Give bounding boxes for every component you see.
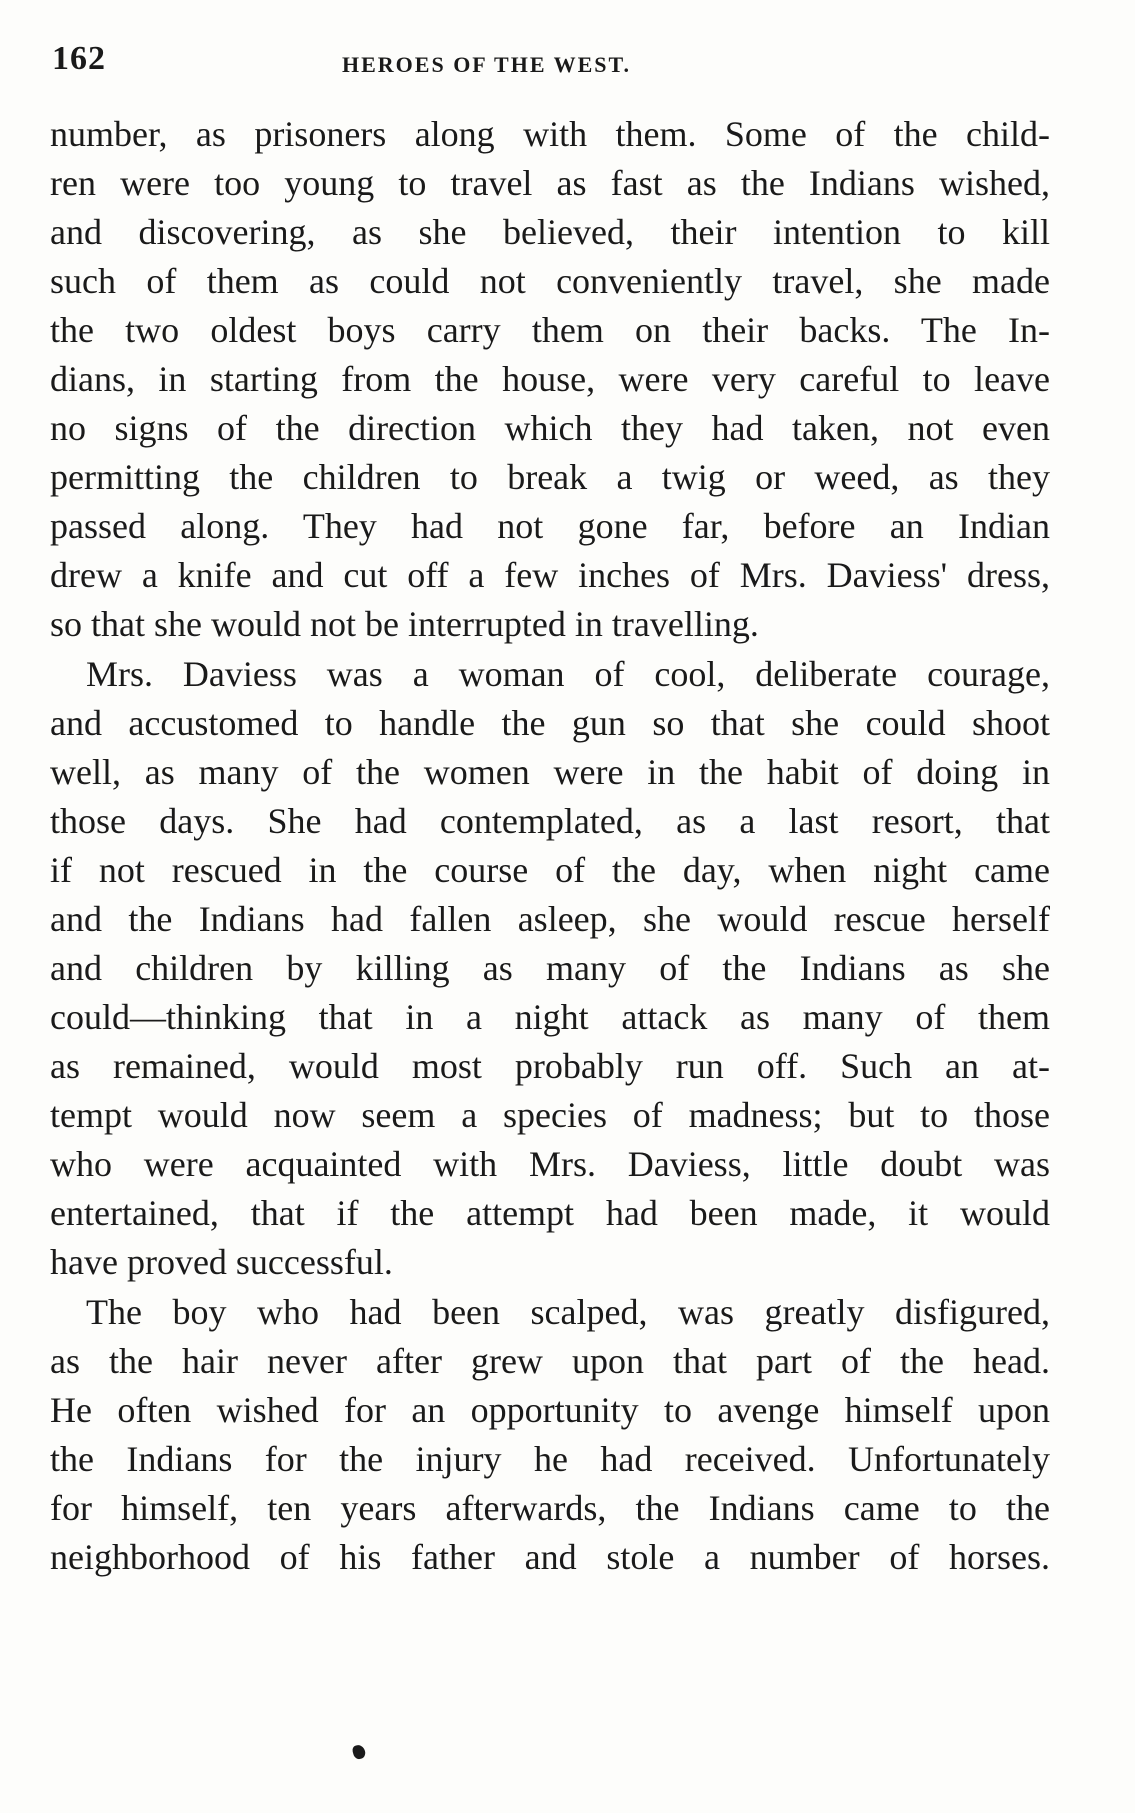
text-line: could—thinking that in a night attack as many of them bbox=[50, 997, 1050, 1037]
body-text bbox=[50, 110, 1050, 1582]
text-line: for himself, ten years afterwards, the Indians came to the bbox=[50, 1488, 1050, 1528]
text-line: and accustomed to handle the gun so that she could shoot bbox=[50, 703, 1050, 743]
text-line: have proved successful. bbox=[50, 1242, 393, 1282]
text-line: He often wished for an opportunity to avenge himself upon bbox=[50, 1390, 1050, 1430]
ink-blot-mark bbox=[351, 1744, 366, 1761]
text-line: if not rescued in the course of the day, when night came bbox=[50, 850, 1050, 890]
page-number: 162 bbox=[52, 40, 106, 77]
text-line: ren were too young to travel as fast as the Indians wished, bbox=[50, 163, 1050, 203]
text-line: entertained, that if the attempt had been made, it would bbox=[50, 1193, 1050, 1233]
text-line: well, as many of the women were in the habit of doing in bbox=[50, 752, 1050, 792]
page-header bbox=[52, 40, 1052, 90]
text-line: and discovering, as she believed, their intention to kill bbox=[50, 212, 1050, 252]
text-line: who were acquainted with Mrs. Daviess, little doubt was bbox=[50, 1144, 1050, 1184]
text-line: dians, in starting from the house, were very careful to leave bbox=[50, 359, 1050, 399]
text-line: tempt would now seem a species of madness; but to those bbox=[50, 1095, 1050, 1135]
running-head: HEROES OF THE WEST. bbox=[342, 52, 632, 77]
text-line: so that she would not be interrupted in travelling. bbox=[50, 604, 759, 644]
text-line: those days. She had contemplated, as a last resort, that bbox=[50, 801, 1050, 841]
text-line: and children by killing as many of the Indians as she bbox=[50, 948, 1050, 988]
text-line: the Indians for the injury he had received. Unfortunately bbox=[50, 1439, 1050, 1479]
text-line: Mrs. Daviess was a woman of cool, deliberate courage, bbox=[86, 654, 1050, 694]
text-line: and the Indians had fallen asleep, she would rescue herself bbox=[50, 899, 1050, 939]
text-line: as the hair never after grew upon that part of the head. bbox=[50, 1341, 1050, 1381]
text-line: permitting the children to break a twig or weed, as they bbox=[50, 457, 1050, 497]
text-line: The boy who had been scalped, was greatly disfigured, bbox=[86, 1292, 1050, 1332]
text-line: number, as prisoners along with them. Some of the child- bbox=[50, 114, 1050, 154]
text-line: neighborhood of his father and stole a number of horses. bbox=[50, 1537, 1050, 1577]
text-line: passed along. They had not gone far, before an Indian bbox=[50, 506, 1050, 546]
text-line: no signs of the direction which they had taken, not even bbox=[50, 408, 1050, 448]
text-line: drew a knife and cut off a few inches of Mrs. Daviess' dress, bbox=[50, 555, 1050, 595]
text-line: such of them as could not conveniently travel, she made bbox=[50, 261, 1050, 301]
text-line: as remained, would most probably run off. Such an at- bbox=[50, 1046, 1050, 1086]
text-line: the two oldest boys carry them on their backs. The In- bbox=[50, 310, 1050, 350]
